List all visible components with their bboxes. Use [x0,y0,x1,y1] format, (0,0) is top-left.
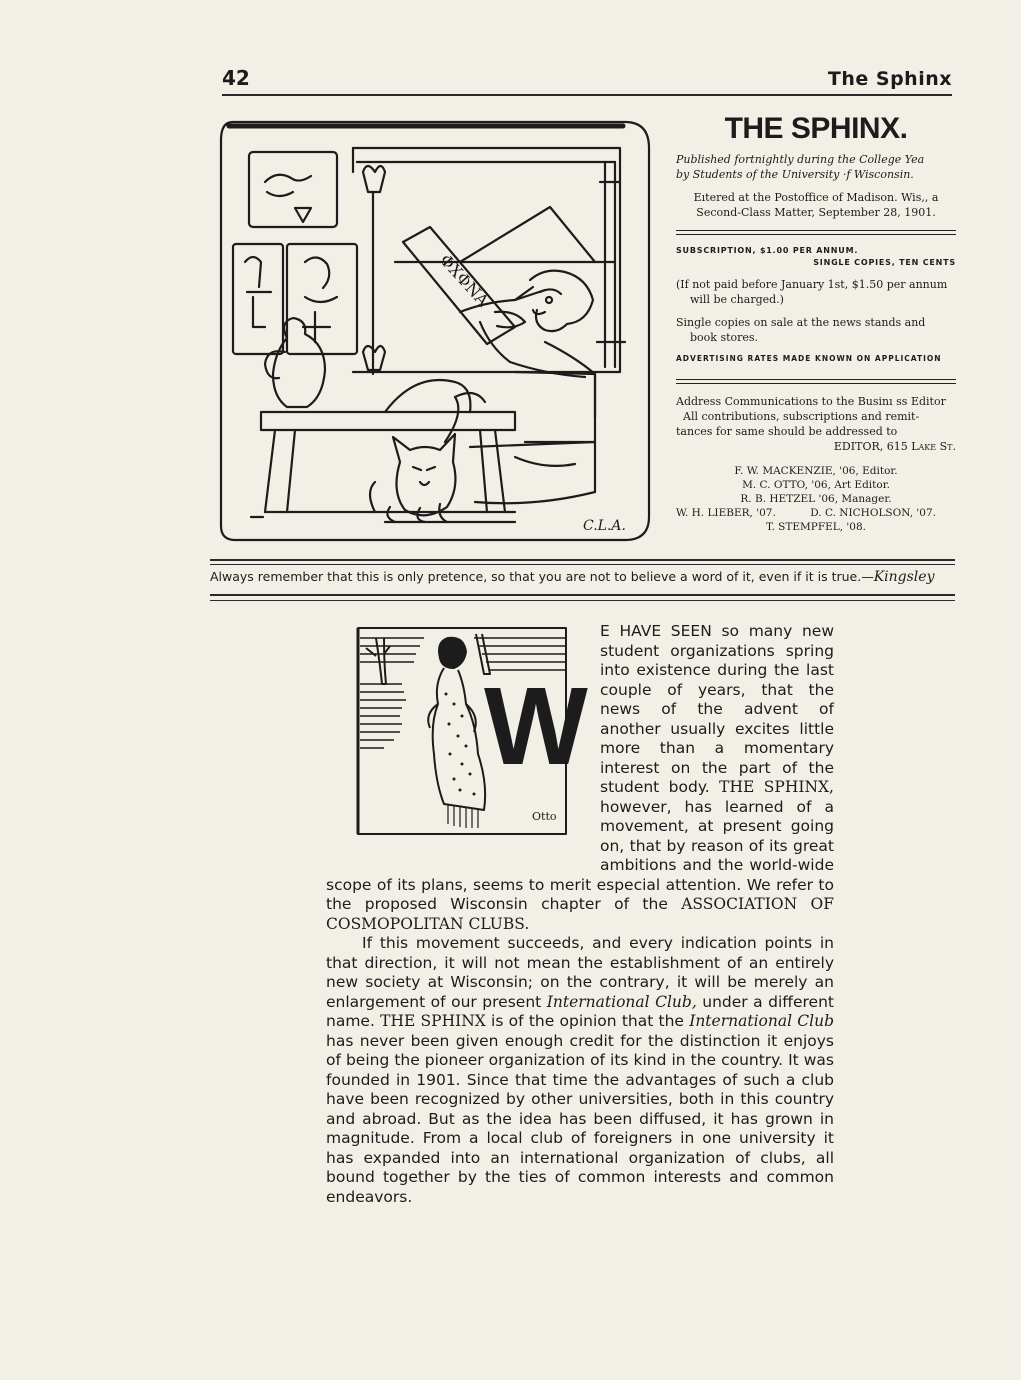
editor-address: EDITOR, 615 Lake St. [833,440,956,453]
motto-rule-bottom-thin [210,600,955,601]
article-body [326,622,834,1207]
article-text: E HAVE SEEN so many new student organizations spring into existence during the last couple of years, that the news of the advent of another usually excites little more than a momentary interest on the part of the student body. [600,622,834,796]
running-head: The Sphinx [827,68,952,90]
late-payment-line: will be charged.) [690,293,784,306]
address-line: Address Communications to the Businı ss Editor [676,395,946,408]
motto-rule-bottom [210,594,955,596]
postal-entry-line: Eıtered at the Postoffice of Madison. Wis,, a [693,191,939,204]
association-name: ASSOCIATION OF COSMOPOLITAN CLUBS. [326,895,834,933]
motto [210,569,955,585]
masthead-title: THE SPHINX. [724,112,908,145]
staff-member: W. H. LIEBER, '07. [676,507,776,519]
motto-attribution: Kingsley [873,569,935,585]
news-stand-note [676,315,956,345]
advertising-note: ADVERTISING RATES MADE KNOWN ON APPLICATION [676,354,942,363]
illustration-signature: C.L.A. [583,518,626,534]
initial-signature: Otto [532,810,557,823]
article-text: has never been given enough credit for the distinction it enjoys of being the pioneer organization of its kind in the country. It was founded in 1901. Since that time the advantages of such a club have been recognized by other universities, both in this country and abroad. But as the idea has been diffused, it has grown in magnitude. From a local club of foreigners in one university it has expanded into an international organization of clubs, all bound together by the ties of common interests and common endeavors. [326,1031,834,1206]
initial-float-space [326,622,600,858]
publication-line: Published fortnightly during the College Yea [676,153,925,166]
staff-member: T. STEMPFEL, '08. [766,521,866,533]
article-paragraph [326,934,834,1207]
article-text: under a different name. [326,992,834,1030]
motto-rule-top [210,559,955,561]
late-payment-note [676,277,956,307]
news-stand-line: Single copies on sale at the news stands and [676,316,926,329]
masthead-divider [676,379,956,384]
motto-text: Always remember that this is only pretence, so that you are not to believe a word of it, even if it is true.— [210,569,874,584]
news-stand-line: book stores. [690,331,759,344]
club-name: International Club [689,1012,834,1030]
club-name: International Club, [546,992,697,1011]
address-line: tances for same should be addressed to [676,425,898,438]
article-text: however, has learned of a movement, at present going on, that by reason of its great ambitions and the world-wide scope of its plans, seems to merit especial attention. We refer to the proposed Wisconsin chapter of the [326,797,834,913]
single-copy-price: SINGLE COPIES, TEN CENTS [813,258,956,267]
masthead [676,112,956,534]
header-rule [222,94,952,96]
cover-illustration [215,112,660,552]
publication-line: by Students of the University ·f Wisconsin. [676,168,914,181]
staff-list [676,464,956,534]
staff-row [676,506,956,520]
address-block [676,394,956,454]
publication-name: THE SPHINX [380,1012,486,1030]
article-text: If this movement succeeds, and every indication points in that direction, it will not mean the establishment of an entirely new society at Wisconsin; on the contrary, it will be merely an enlargement of our present [326,934,834,1011]
postal-entry [676,190,956,220]
motto-rule-top-thin [210,564,955,565]
address-line: All contributions, subscriptions and remit- [683,410,920,423]
staff-manager: R. B. HETZEL '06, Manager. [740,493,892,505]
article-text: is of the opinion that the [485,1012,690,1030]
publication-name: THE SPHINX, [719,778,834,796]
subscription-price: SUBSCRIPTION, $1.00 PER ANNUM. [676,246,859,255]
svg-text:ΦΧΦΝΑ: ΦΧΦΝΑ [436,250,493,311]
postal-entry-line: Second-Class Matter, September 28, 1901. [696,206,936,219]
publication-info [676,152,956,182]
staff-art-editor: M. C. OTTO, '06, Art Editor. [742,479,890,491]
masthead-divider [676,230,956,235]
page-number: 42 [222,66,250,90]
page-header [222,66,952,96]
staff-editor: F. W. MACKENZIE, '06, Editor. [734,465,898,477]
staff-member: D. C. NICHOLSON, '07. [810,507,936,519]
initial-letter: W [484,665,588,788]
late-payment-line: (If not paid before January 1st, $1.50 per annum [676,278,948,291]
